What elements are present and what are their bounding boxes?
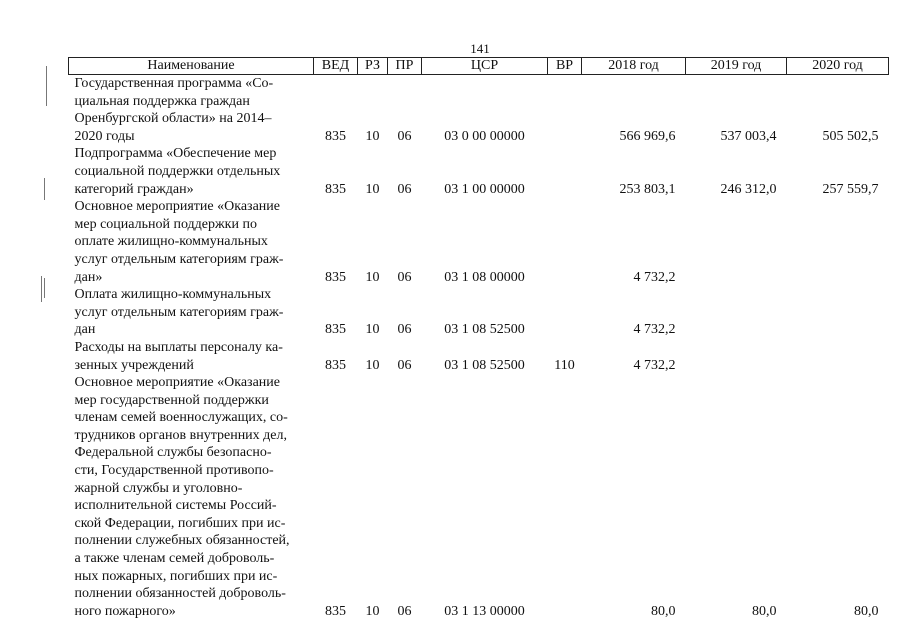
cell-vr [548,145,582,198]
cell-name-line: сти, Государственной противопо- [74,463,274,479]
cell-name-line: членам семей военнослужащих, со- [74,410,288,426]
cell-name-line: а также членам семей доброволь- [74,551,275,567]
cell-rz: 10 [365,357,380,373]
table-body [69,75,889,621]
cell-vr: 110 [554,357,575,373]
cell-pr: 06 [397,357,412,373]
cell-name-line: Основное мероприятие «Оказание [74,375,280,391]
cell-pr: 06 [397,322,412,338]
scan-mark [44,278,45,298]
cell-name-line: полнении служебных обязанностей, [74,533,290,549]
cell-name-line: категорий граждан» [74,181,194,197]
cell-2018: 4 732,2 [633,322,676,338]
cell-name-line: ных пожарных, погибших при ис- [74,568,278,584]
cell-2019: 80,0 [752,603,777,619]
budget-table [68,57,889,620]
scan-mark [44,178,45,200]
table-row [69,374,889,620]
cell-name-line: ской Федерации, погибших при ис- [74,515,286,531]
cell-2020 [787,339,889,374]
cell-name-line: Оплата жилищно-коммунальных [74,287,272,303]
header-vr: ВР [548,58,582,75]
table-row [69,75,889,146]
table-header-row [69,58,889,75]
cell-csr: 03 1 08 52500 [444,322,525,338]
cell-2019: 537 003,4 [720,128,777,144]
cell-2020: 505 502,5 [822,128,879,144]
header-csr: ЦСР [422,58,548,75]
cell-name-line: дан» [74,269,103,285]
cell-name-line: зенных учреждений [74,357,194,373]
cell-vr [548,286,582,339]
cell-2018: 4 732,2 [633,269,676,285]
cell-2018: 80,0 [651,603,676,619]
cell-2020: 80,0 [854,603,879,619]
table-row [69,198,889,286]
cell-name-line: социальной поддержки отдельных [74,163,281,179]
cell-csr: 03 1 13 00000 [444,603,525,619]
cell-rz: 10 [365,181,380,197]
cell-name [69,286,314,339]
cell-name-line: ного пожарного» [74,603,176,619]
cell-2018: 566 969,6 [619,128,676,144]
cell-name-line: Расходы на выплаты персоналу ка- [74,339,283,355]
cell-pr: 06 [397,181,412,197]
cell-vr [548,374,582,620]
cell-name-line: циальная поддержка граждан [74,93,250,109]
cell-ved: 835 [325,357,346,373]
cell-csr: 03 1 08 52500 [444,357,525,373]
cell-name-line: жарной службы и уголовно- [74,480,243,496]
cell-pr: 06 [397,269,412,285]
cell-name-line: исполнительной системы Россий- [74,498,277,514]
page-number: 141 [470,41,490,56]
cell-name-line: мер государственной поддержки [74,392,269,408]
cell-rz: 10 [365,128,380,144]
cell-rz: 10 [365,269,380,285]
cell-name-line: Федеральной службы безопасно- [74,445,272,461]
cell-name-line: услуг отдельным категориям граж- [74,304,284,320]
table-row [69,339,889,374]
cell-name [69,339,314,374]
cell-2019: 246 312,0 [720,181,777,197]
cell-name [69,145,314,198]
cell-2018: 4 732,2 [633,357,676,373]
cell-name-line: 2020 годы [74,128,135,144]
cell-name-line: дан [74,322,96,338]
cell-2020: 257 559,7 [822,181,879,197]
header-rz: РЗ [358,58,388,75]
cell-2020 [787,198,889,286]
cell-csr: 03 0 00 00000 [444,128,525,144]
header-2019: 2019 год [686,58,787,75]
cell-pr: 06 [397,128,412,144]
table-row [69,145,889,198]
cell-vr [548,75,582,146]
cell-name [69,374,314,620]
cell-csr: 03 1 00 00000 [444,181,525,197]
cell-ved: 835 [325,128,346,144]
cell-2019 [686,339,787,374]
cell-2019 [686,286,787,339]
header-2018: 2018 год [582,58,686,75]
cell-name-line: услуг отдельным категориям граж- [74,251,284,267]
table-row [69,286,889,339]
cell-ved: 835 [325,603,346,619]
scan-mark [41,276,42,302]
cell-name-line: Оренбургской области» на 2014– [74,111,272,127]
cell-name-line: полнении обязанностей доброволь- [74,586,286,602]
cell-ved: 835 [325,269,346,285]
cell-2019 [686,198,787,286]
cell-ved: 835 [325,181,346,197]
header-name: Наименование [69,58,314,75]
cell-pr: 06 [397,603,412,619]
cell-name-line: оплате жилищно-коммунальных [74,234,268,250]
cell-name-line: трудников органов внутренних дел, [74,427,287,443]
header-ved: ВЕД [314,58,358,75]
cell-name-line: мер социальной поддержки по [74,216,257,232]
scan-mark [46,66,47,106]
cell-2018: 253 803,1 [619,181,676,197]
cell-name-line: Основное мероприятие «Оказание [74,199,280,215]
cell-rz: 10 [365,322,380,338]
cell-ved: 835 [325,322,346,338]
cell-name [69,75,314,146]
header-pr: ПР [388,58,422,75]
cell-rz: 10 [365,603,380,619]
cell-csr: 03 1 08 00000 [444,269,525,285]
cell-name [69,198,314,286]
cell-name-line: Государственная программа «Со- [74,76,274,91]
cell-name-line: Подпрограмма «Обеспечение мер [74,146,277,162]
cell-2020 [787,286,889,339]
header-2020: 2020 год [787,58,889,75]
cell-vr [548,198,582,286]
